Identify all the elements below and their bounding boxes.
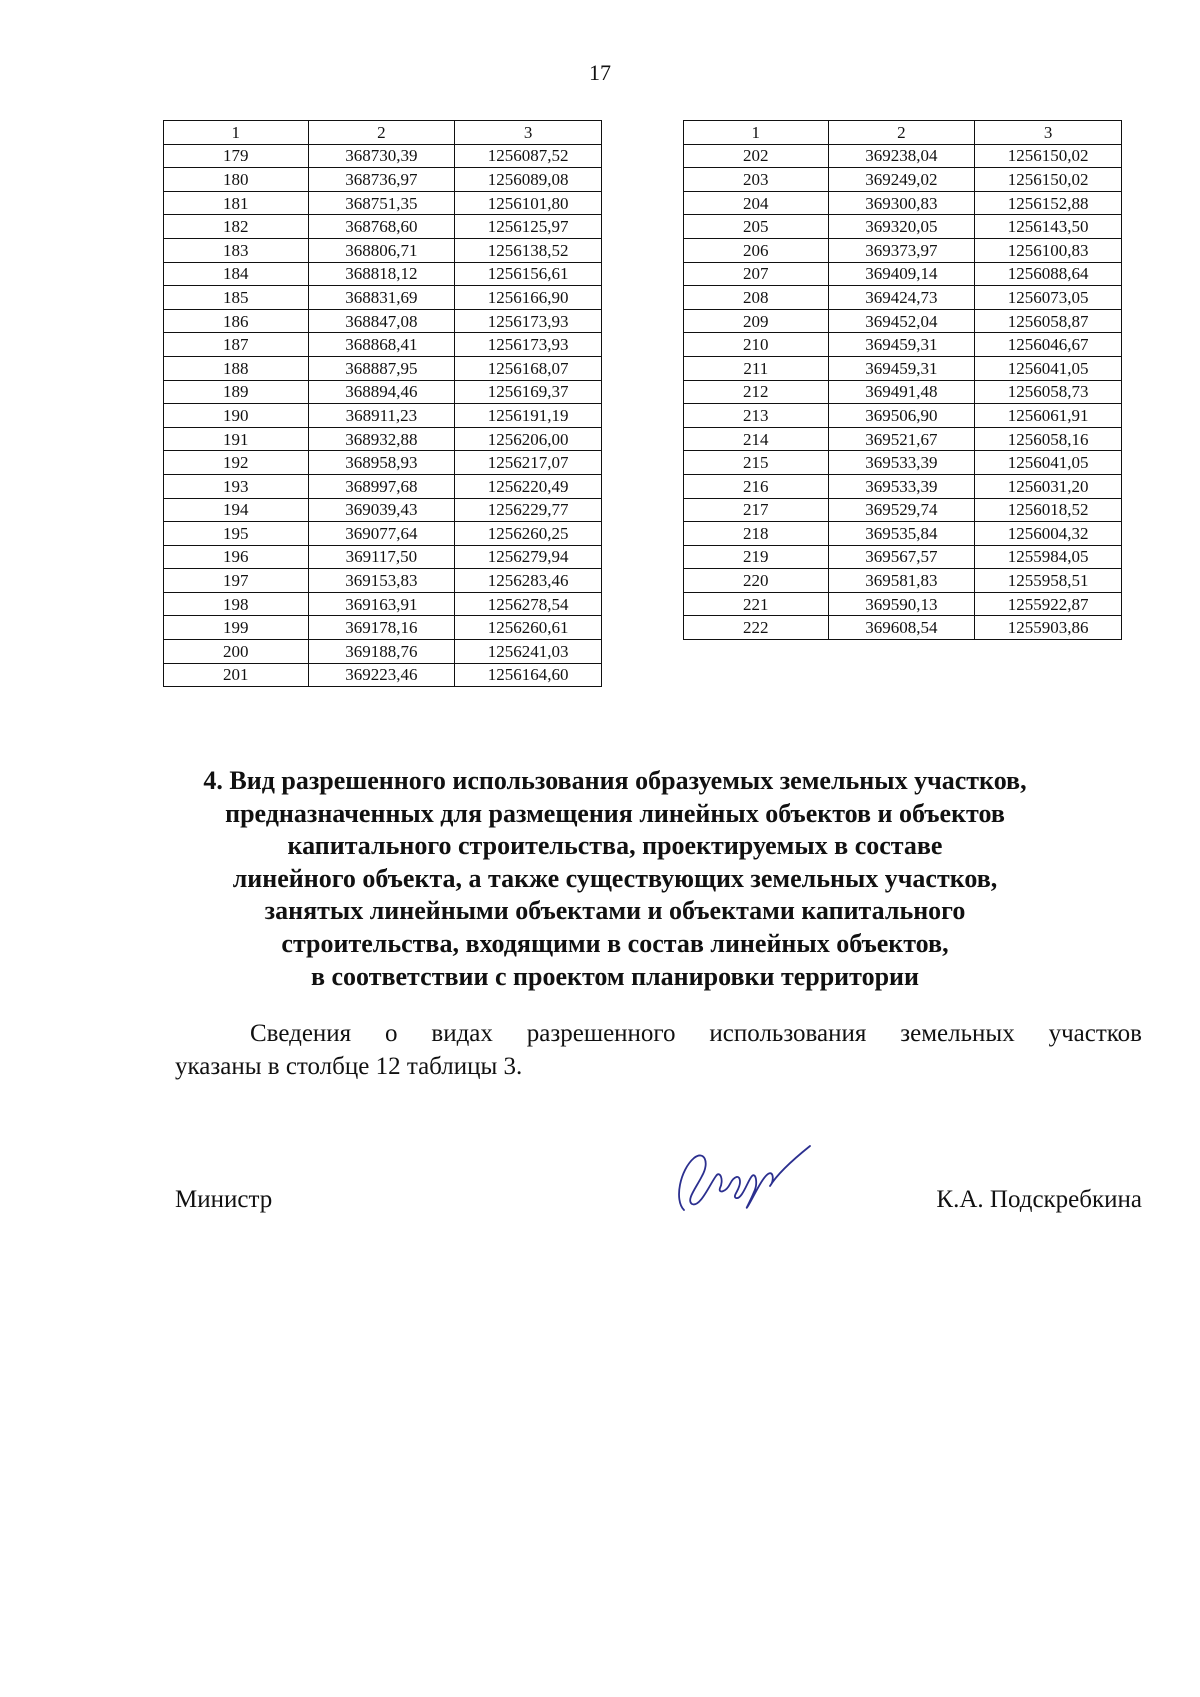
y-coordinate-cell: 1256101,80 <box>455 191 602 215</box>
coordinates-table-right <box>683 120 1122 640</box>
x-coordinate-cell: 369153,83 <box>308 569 455 593</box>
page-number: 17 <box>589 60 611 85</box>
point-number-cell: 192 <box>164 451 309 475</box>
point-number-cell: 213 <box>684 404 829 428</box>
point-number-cell: 197 <box>164 569 309 593</box>
table-row <box>684 309 1122 333</box>
y-coordinate-cell: 1256138,52 <box>455 238 602 262</box>
y-coordinate-cell: 1256041,05 <box>975 356 1122 380</box>
x-coordinate-cell: 368730,39 <box>308 144 455 168</box>
x-coordinate-cell: 368887,95 <box>308 356 455 380</box>
x-coordinate-cell: 369459,31 <box>828 333 975 357</box>
x-coordinate-cell: 369077,64 <box>308 522 455 546</box>
point-number-cell: 203 <box>684 168 829 192</box>
y-coordinate-cell: 1255984,05 <box>975 545 1122 569</box>
table-row <box>164 640 602 664</box>
x-coordinate-cell: 369238,04 <box>828 144 975 168</box>
body-line-1 <box>175 1017 1142 1050</box>
heading-line: строительства, входящими в состав линейных объектов, <box>281 928 949 958</box>
x-coordinate-cell: 369535,84 <box>828 522 975 546</box>
point-number-cell: 216 <box>684 474 829 498</box>
body-line-2: указаны в столбце 12 таблицы 3. <box>175 1053 523 1080</box>
point-number-cell: 193 <box>164 474 309 498</box>
table-row <box>684 545 1122 569</box>
y-coordinate-cell: 1256041,05 <box>975 451 1122 475</box>
y-coordinate-cell: 1256260,61 <box>455 616 602 640</box>
table-row <box>164 404 602 428</box>
x-coordinate-cell: 369178,16 <box>308 616 455 640</box>
point-number-cell: 209 <box>684 309 829 333</box>
table-header-row <box>684 121 1122 145</box>
y-coordinate-cell: 1256173,93 <box>455 309 602 333</box>
x-coordinate-cell: 368997,68 <box>308 474 455 498</box>
point-number-cell: 200 <box>164 640 309 664</box>
point-number-cell: 187 <box>164 333 309 357</box>
table-row <box>684 451 1122 475</box>
y-coordinate-cell: 1255903,86 <box>975 616 1122 640</box>
table-row <box>684 616 1122 640</box>
table-row <box>684 191 1122 215</box>
table-row <box>164 427 602 451</box>
heading-line: 4. Вид разрешенного использования образуемых земельных участков, <box>203 766 1027 795</box>
table-row <box>164 545 602 569</box>
y-coordinate-cell: 1256089,08 <box>455 168 602 192</box>
x-coordinate-cell: 369409,14 <box>828 262 975 286</box>
body-word: земельных <box>900 1020 1015 1047</box>
table-row <box>164 144 602 168</box>
y-coordinate-cell: 1256229,77 <box>455 498 602 522</box>
y-coordinate-cell: 1255922,87 <box>975 592 1122 616</box>
y-coordinate-cell: 1256168,07 <box>455 356 602 380</box>
x-coordinate-cell: 368847,08 <box>308 309 455 333</box>
point-number-cell: 188 <box>164 356 309 380</box>
y-coordinate-cell: 1256156,61 <box>455 262 602 286</box>
point-number-cell: 183 <box>164 238 309 262</box>
y-coordinate-cell: 1256046,67 <box>975 333 1122 357</box>
y-coordinate-cell: 1256278,54 <box>455 592 602 616</box>
x-coordinate-cell: 368751,35 <box>308 191 455 215</box>
point-number-cell: 212 <box>684 380 829 404</box>
table-row <box>164 191 602 215</box>
table-row <box>684 238 1122 262</box>
table-row <box>164 498 602 522</box>
table-row <box>164 451 602 475</box>
x-coordinate-cell: 368768,60 <box>308 215 455 239</box>
signature-stroke <box>679 1146 810 1210</box>
y-coordinate-cell: 1256152,88 <box>975 191 1122 215</box>
point-number-cell: 222 <box>684 616 829 640</box>
heading-line: линейного объекта, а также существующих земельных участков, <box>232 863 998 893</box>
table-row <box>684 569 1122 593</box>
handwritten-signature <box>670 1140 820 1220</box>
point-number-cell: 219 <box>684 545 829 569</box>
point-number-cell: 217 <box>684 498 829 522</box>
table-row <box>164 168 602 192</box>
x-coordinate-cell: 369320,05 <box>828 215 975 239</box>
y-coordinate-cell: 1256260,25 <box>455 522 602 546</box>
table-row <box>684 474 1122 498</box>
y-coordinate-cell: 1256058,87 <box>975 309 1122 333</box>
point-number-cell: 220 <box>684 569 829 593</box>
table-row <box>684 286 1122 310</box>
x-coordinate-cell: 369373,97 <box>828 238 975 262</box>
x-coordinate-cell: 369590,13 <box>828 592 975 616</box>
point-number-cell: 210 <box>684 333 829 357</box>
y-coordinate-cell: 1256220,49 <box>455 474 602 498</box>
body-word: Сведения <box>250 1020 352 1047</box>
point-number-cell: 194 <box>164 498 309 522</box>
column-header: 2 <box>828 121 975 145</box>
x-coordinate-cell: 368806,71 <box>308 238 455 262</box>
point-number-cell: 199 <box>164 616 309 640</box>
point-number-cell: 205 <box>684 215 829 239</box>
column-header: 1 <box>684 121 829 145</box>
column-header: 3 <box>455 121 602 145</box>
x-coordinate-cell: 369506,90 <box>828 404 975 428</box>
x-coordinate-cell: 369039,43 <box>308 498 455 522</box>
table-row <box>684 262 1122 286</box>
y-coordinate-cell: 1256004,32 <box>975 522 1122 546</box>
point-number-cell: 181 <box>164 191 309 215</box>
table-row <box>164 215 602 239</box>
y-coordinate-cell: 1256058,73 <box>975 380 1122 404</box>
point-number-cell: 189 <box>164 380 309 404</box>
point-number-cell: 185 <box>164 286 309 310</box>
table-row <box>164 356 602 380</box>
point-number-cell: 198 <box>164 592 309 616</box>
y-coordinate-cell: 1256087,52 <box>455 144 602 168</box>
y-coordinate-cell: 1255958,51 <box>975 569 1122 593</box>
table-row <box>164 663 602 687</box>
heading-line: занятых линейными объектами и объектами капитального <box>264 896 966 926</box>
x-coordinate-cell: 369529,74 <box>828 498 975 522</box>
point-number-cell: 190 <box>164 404 309 428</box>
table-row <box>164 522 602 546</box>
table-row <box>164 569 602 593</box>
y-coordinate-cell: 1256279,94 <box>455 545 602 569</box>
table-row <box>164 380 602 404</box>
heading-line: в соответствии с проектом планировки территории <box>310 961 920 991</box>
table-row <box>164 616 602 640</box>
y-coordinate-cell: 1256150,02 <box>975 144 1122 168</box>
x-coordinate-cell: 368911,23 <box>308 404 455 428</box>
point-number-cell: 208 <box>684 286 829 310</box>
x-coordinate-cell: 368736,97 <box>308 168 455 192</box>
x-coordinate-cell: 368818,12 <box>308 262 455 286</box>
point-number-cell: 184 <box>164 262 309 286</box>
point-number-cell: 214 <box>684 427 829 451</box>
point-number-cell: 221 <box>684 592 829 616</box>
x-coordinate-cell: 368868,41 <box>308 333 455 357</box>
y-coordinate-cell: 1256217,07 <box>455 451 602 475</box>
table-row <box>684 592 1122 616</box>
y-coordinate-cell: 1256073,05 <box>975 286 1122 310</box>
x-coordinate-cell: 369249,02 <box>828 168 975 192</box>
y-coordinate-cell: 1256058,16 <box>975 427 1122 451</box>
y-coordinate-cell: 1256283,46 <box>455 569 602 593</box>
table-row <box>684 522 1122 546</box>
x-coordinate-cell: 369533,39 <box>828 451 975 475</box>
point-number-cell: 191 <box>164 427 309 451</box>
point-number-cell: 215 <box>684 451 829 475</box>
x-coordinate-cell: 369452,04 <box>828 309 975 333</box>
y-coordinate-cell: 1256169,37 <box>455 380 602 404</box>
y-coordinate-cell: 1256018,52 <box>975 498 1122 522</box>
x-coordinate-cell: 369188,76 <box>308 640 455 664</box>
x-coordinate-cell: 369533,39 <box>828 474 975 498</box>
signatory-title: Министр <box>175 1186 273 1213</box>
x-coordinate-cell: 369567,57 <box>828 545 975 569</box>
y-coordinate-cell: 1256031,20 <box>975 474 1122 498</box>
column-header: 2 <box>308 121 455 145</box>
point-number-cell: 218 <box>684 522 829 546</box>
table-row <box>164 238 602 262</box>
table-row <box>684 380 1122 404</box>
point-number-cell: 196 <box>164 545 309 569</box>
y-coordinate-cell: 1256143,50 <box>975 215 1122 239</box>
point-number-cell: 182 <box>164 215 309 239</box>
y-coordinate-cell: 1256125,97 <box>455 215 602 239</box>
y-coordinate-cell: 1256164,60 <box>455 663 602 687</box>
point-number-cell: 204 <box>684 191 829 215</box>
column-header: 3 <box>975 121 1122 145</box>
table-row <box>684 427 1122 451</box>
x-coordinate-cell: 369163,91 <box>308 592 455 616</box>
table-row <box>684 356 1122 380</box>
body-word: о <box>385 1020 398 1047</box>
table-row <box>164 592 602 616</box>
heading-line: капитального строительства, проектируемых в составе <box>287 831 943 861</box>
x-coordinate-cell: 369608,54 <box>828 616 975 640</box>
table-row <box>684 215 1122 239</box>
table-row <box>164 309 602 333</box>
x-coordinate-cell: 369581,83 <box>828 569 975 593</box>
point-number-cell: 186 <box>164 309 309 333</box>
y-coordinate-cell: 1256150,02 <box>975 168 1122 192</box>
x-coordinate-cell: 368932,88 <box>308 427 455 451</box>
x-coordinate-cell: 368894,46 <box>308 380 455 404</box>
y-coordinate-cell: 1256088,64 <box>975 262 1122 286</box>
heading-line: предназначенных для размещения линейных объектов и объектов <box>225 798 1005 828</box>
point-number-cell: 195 <box>164 522 309 546</box>
x-coordinate-cell: 368831,69 <box>308 286 455 310</box>
y-coordinate-cell: 1256241,03 <box>455 640 602 664</box>
x-coordinate-cell: 369117,50 <box>308 545 455 569</box>
signatory-name: К.А. Подскребкина <box>936 1186 1142 1213</box>
x-coordinate-cell: 369300,83 <box>828 191 975 215</box>
table-row <box>164 333 602 357</box>
point-number-cell: 207 <box>684 262 829 286</box>
x-coordinate-cell: 369491,48 <box>828 380 975 404</box>
coordinates-table-left <box>163 120 602 687</box>
x-coordinate-cell: 369459,31 <box>828 356 975 380</box>
table-row <box>164 286 602 310</box>
table-row <box>684 144 1122 168</box>
body-word: видах <box>431 1020 493 1047</box>
x-coordinate-cell: 369223,46 <box>308 663 455 687</box>
body-word: использования <box>709 1020 867 1047</box>
y-coordinate-cell: 1256191,19 <box>455 404 602 428</box>
body-word: участков <box>1048 1020 1142 1047</box>
x-coordinate-cell: 369521,67 <box>828 427 975 451</box>
y-coordinate-cell: 1256100,83 <box>975 238 1122 262</box>
point-number-cell: 202 <box>684 144 829 168</box>
table-row <box>684 498 1122 522</box>
body-paragraph <box>175 1017 1142 1083</box>
y-coordinate-cell: 1256206,00 <box>455 427 602 451</box>
point-number-cell: 211 <box>684 356 829 380</box>
table-row <box>164 474 602 498</box>
x-coordinate-cell: 368958,93 <box>308 451 455 475</box>
y-coordinate-cell: 1256061,91 <box>975 404 1122 428</box>
column-header: 1 <box>164 121 309 145</box>
table-header-row <box>164 121 602 145</box>
x-coordinate-cell: 369424,73 <box>828 286 975 310</box>
body-word: разрешенного <box>526 1020 676 1047</box>
point-number-cell: 201 <box>164 663 309 687</box>
table-row <box>164 262 602 286</box>
point-number-cell: 179 <box>164 144 309 168</box>
table-row <box>684 168 1122 192</box>
y-coordinate-cell: 1256166,90 <box>455 286 602 310</box>
section-heading <box>140 765 1090 993</box>
point-number-cell: 180 <box>164 168 309 192</box>
point-number-cell: 206 <box>684 238 829 262</box>
y-coordinate-cell: 1256173,93 <box>455 333 602 357</box>
table-row <box>684 333 1122 357</box>
table-row <box>684 404 1122 428</box>
